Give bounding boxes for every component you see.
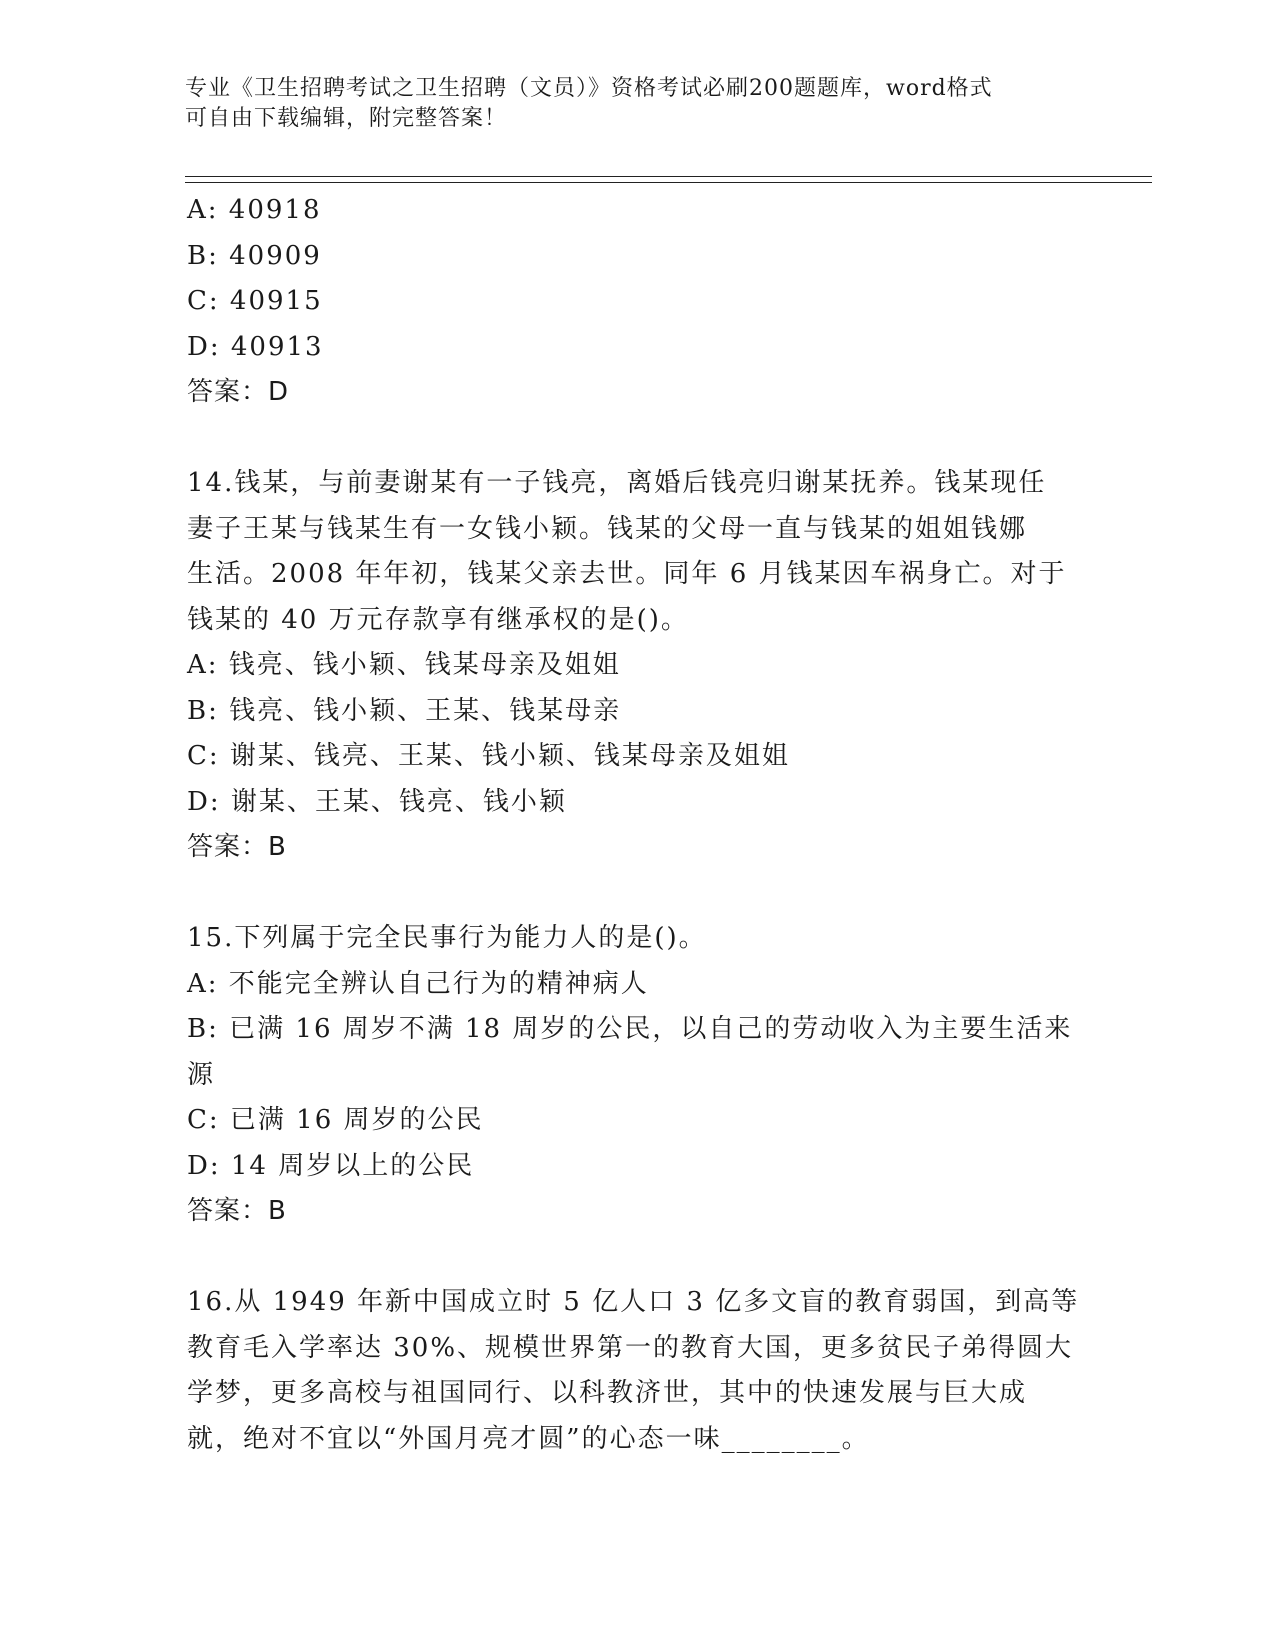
option-d: D: 40913: [187, 331, 324, 362]
question-stem: 15.下列属于完全民事行为能力人的是()。: [187, 923, 707, 953]
option-a: A: 不能完全辨认自己行为的精神病人: [187, 968, 649, 999]
spacer: [187, 1235, 1087, 1281]
header-rule-top: [185, 176, 1152, 177]
question-stem-line: 教育毛入学率达 30%、规模世界第一的教育大国，更多贫民子弟得圆大: [187, 1332, 1074, 1363]
option-b: B: 40909: [187, 240, 322, 271]
option-b: B: 已满 16 周岁不满 18 周岁的公民，以自己的劳动收入为主要生活来: [187, 1014, 1073, 1044]
question-14: [187, 461, 1087, 871]
question-stem-line: 生活。2008 年年初，钱某父亲去世。同年 6 月钱某因车祸身亡。对于: [187, 559, 1067, 589]
answer-line: 答案：B: [187, 832, 287, 862]
document-header: [185, 74, 1065, 134]
answer-line: 答案：D: [187, 377, 290, 407]
header-line-1: 专业《卫生招聘考试之卫生招聘（文员）》资格考试必刷200题题库，word格式: [185, 76, 993, 101]
question-13: [187, 188, 1087, 416]
option-c: C: 谢某、钱亮、王某、钱小颖、钱某母亲及姐姐: [187, 741, 790, 771]
option-a: A: 40918: [187, 195, 322, 225]
question-stem-line: 妻子王某与钱某生有一女钱小颖。钱某的父母一直与钱某的姐姐钱娜: [187, 513, 1028, 544]
spacer: [187, 871, 1087, 917]
option-c: C: 40915: [187, 286, 323, 316]
option-a: A: 钱亮、钱小颖、钱某母亲及姐姐: [187, 650, 621, 680]
option-b: B: 钱亮、钱小颖、王某、钱某母亲: [187, 695, 622, 726]
question-stem-line: 16.从 1949 年新中国成立时 5 亿人口 3 亿多文盲的教育弱国，到高等: [187, 1287, 1080, 1317]
question-list: [187, 188, 1087, 1462]
question-stem-line: 学梦，更多高校与祖国同行、以科教济世，其中的快速发展与巨大成: [187, 1378, 1028, 1408]
option-d: D: 谢某、王某、钱亮、钱小颖: [187, 786, 567, 817]
option-d: D: 14 周岁以上的公民: [187, 1150, 475, 1181]
header-rule-bottom: [185, 182, 1152, 183]
question-stem-line: 就，绝对不宜以“外国月亮才圆”的心态一味________。: [187, 1423, 870, 1454]
answer-line: 答案：B: [187, 1196, 287, 1226]
header-line-2: 可自由下载编辑，附完整答案！: [185, 106, 508, 131]
question-stem-line: 14.钱某，与前妻谢某有一子钱亮，离婚后钱亮归谢某抚养。钱某现任: [187, 468, 1047, 498]
option-c: C: 已满 16 周岁的公民: [187, 1105, 484, 1135]
spacer: [187, 416, 1087, 462]
question-stem-line: 钱某的 40 万元存款享有继承权的是()。: [187, 604, 689, 635]
question-15: [187, 916, 1087, 1235]
question-16: [187, 1280, 1087, 1462]
option-b-continued: 源: [187, 1059, 216, 1090]
